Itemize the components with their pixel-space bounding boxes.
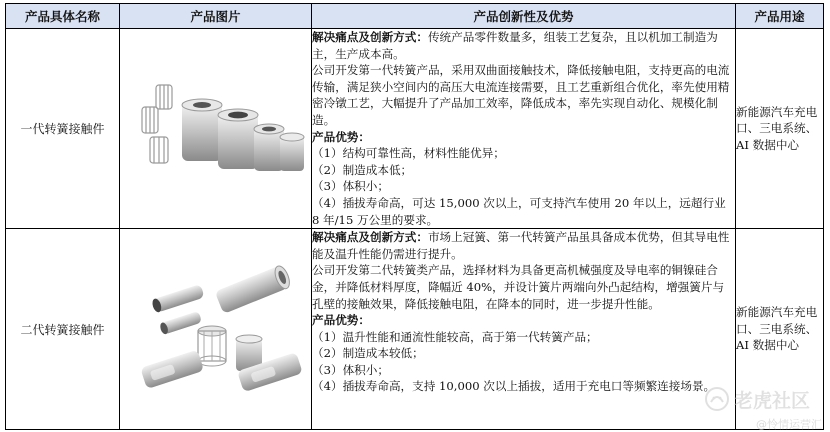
header-row	[6, 4, 824, 29]
product-use: 新能源汽车充电口、三电系统、AI 数据中心	[736, 229, 824, 430]
gen1-contacts-illustration	[120, 69, 310, 189]
innovation-text: 公司开发第一代转簧产品，采用双曲面接触技术，降低接触电阻，支持更高的电流传输，满足狭小空间内的高压大电流连接需要，且工艺重新组合优化，率先使用精密冷镦工艺，大幅提升了产品加工效率，降低成本，率先实现自动化、规模化制造。	[312, 63, 730, 127]
pain-text: 传统产品零件数量多，组装工艺复杂，且以机加工制造为主，生产成本高。	[312, 30, 718, 61]
product-use: 新能源汽车充电口、三电系统、AI 数据中心	[736, 29, 824, 229]
advantage-item: （1）温升性能和通流性能较高，高于第一代转簧产品；	[312, 329, 598, 344]
pain-label: 解决痛点及创新方式：	[312, 230, 428, 245]
product-table	[5, 3, 824, 430]
product-image-gen2	[120, 229, 312, 430]
innovation-text: 公司开发第二代转簧类产品，选择材料为具备更高机械强度及导电率的铜镍硅合金，并降低材料厚度，降幅近 40%，并设计簧片两端向外凸起结构，增强簧片与孔壁的接触效果，降低接触电阻，在降本的同时，进一步提升性能。	[312, 263, 725, 311]
product-name: 一代转簧接触件	[6, 29, 120, 229]
advantage-item: （2）制造成本较低；	[312, 346, 424, 361]
header-desc: 产品创新性及优势	[312, 4, 736, 29]
advantages-label: 产品优势：	[312, 313, 370, 328]
table-row	[6, 29, 824, 229]
header-name: 产品具体名称	[6, 4, 120, 29]
watermark-sub: @怜情运营汇	[756, 418, 822, 431]
tiger-logo-icon	[704, 386, 730, 412]
header-image: 产品图片	[120, 4, 312, 29]
advantage-item: （3）体积小；	[312, 362, 389, 377]
advantage-item: （4）插拔寿命高，支持 10,000 次以上插拔，适用于充电口等频繁连接场景。	[312, 379, 716, 394]
advantage-item: （2）制造成本低；	[312, 162, 413, 177]
advantages-label: 产品优势：	[312, 129, 370, 144]
header-use: 产品用途	[736, 4, 824, 29]
product-desc	[312, 29, 736, 229]
gen2-contacts-illustration	[120, 259, 310, 399]
pain-text: 市场上冠簧、第一代转簧产品虽具备成本优势，但其导电性能及温升性能仍需进行提升。	[312, 230, 730, 261]
product-desc	[312, 229, 736, 430]
watermark-text: 老虎社区	[734, 390, 811, 412]
product-image-gen1	[120, 29, 312, 229]
advantage-item: （1）结构可靠性高，材料性能优异；	[312, 146, 505, 161]
advantage-item: （3）体积小；	[312, 179, 389, 194]
watermark	[704, 384, 812, 414]
table-row	[6, 229, 824, 430]
advantage-item: （4）插拔寿命高，可达 15,000 次以上，可支持汽车使用 20 年以上，远超行业 8 年/15 万公里的要求。	[312, 195, 726, 227]
pain-label: 解决痛点及创新方式：	[312, 30, 428, 44]
product-name: 二代转簧接触件	[6, 229, 120, 430]
